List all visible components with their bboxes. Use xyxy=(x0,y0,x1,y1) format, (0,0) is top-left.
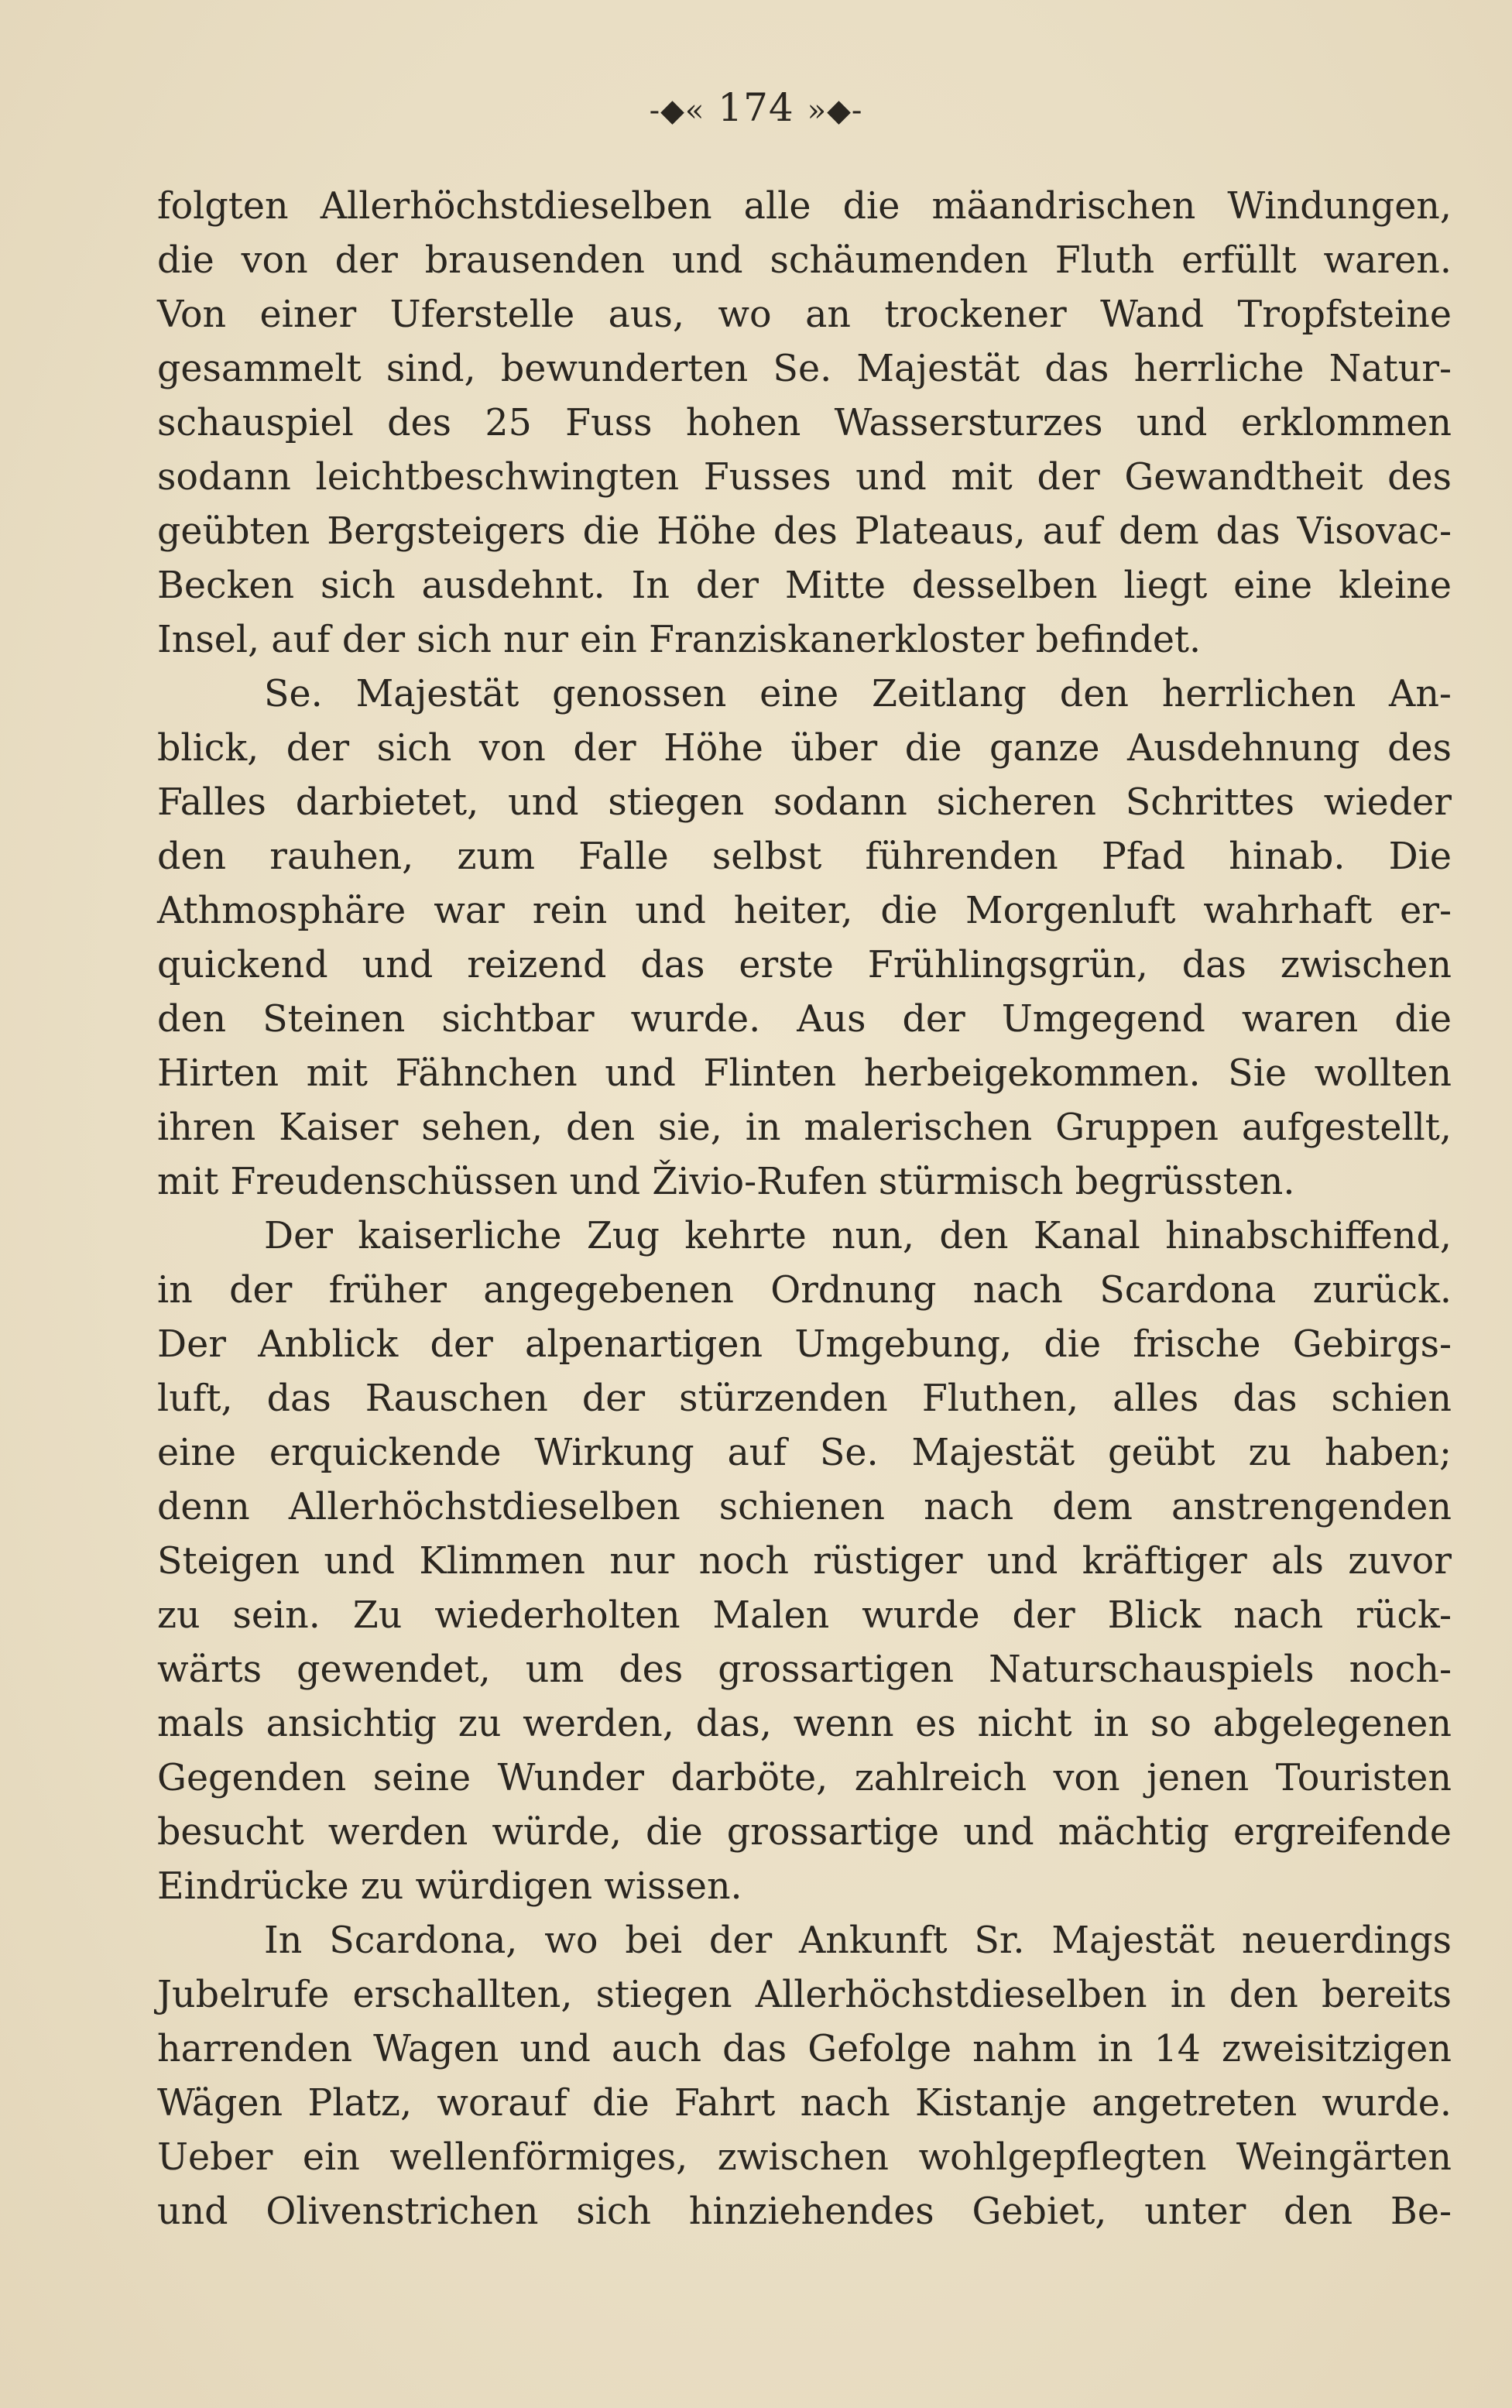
page-header xyxy=(0,81,1512,138)
text-line: Der kaiserliche Zug kehrte nun, den Kanal hinabschiffend, xyxy=(264,1215,1452,1257)
text-line: besucht werden würde, die grossartige und mächtig ergreifende xyxy=(157,1811,1452,1854)
text-line: schauspiel des 25 Fuss hohen Wassersturzes und erklommen xyxy=(157,402,1452,444)
text-line: wärts gewendet, um des grossartigen Naturschauspiels noch- xyxy=(157,1648,1452,1691)
text-line: Insel, auf der sich nur ein Franziskanerkloster befindet. xyxy=(157,619,1202,661)
page-number: 174 xyxy=(718,85,794,130)
text-line: Athmosphäre war rein und heiter, die Morgenluft wahrhaft er- xyxy=(157,890,1452,932)
text-line: Jubelrufe erschallten, stiegen Allerhöchstdieselben in den bereits xyxy=(157,1974,1452,2016)
text-line: harrenden Wagen und auch das Gefolge nahm in 14 zweisitzigen xyxy=(157,2028,1452,2070)
text-line: zu sein. Zu wiederholten Malen wurde der Blick nach rück- xyxy=(157,1594,1452,1637)
text-line: quickend und reizend das erste Frühlingsgrün, das zwischen xyxy=(157,944,1452,986)
text-line: den Steinen sichtbar wurde. Aus der Umgegend waren die xyxy=(157,998,1452,1041)
text-line: Gegenden seine Wunder darböte, zahlreich von jenen Touristen xyxy=(157,1757,1452,1799)
text-line: gesammelt sind, bewunderten Se. Majestät das herrliche Natur- xyxy=(157,348,1452,390)
text-line: Eindrücke zu würdigen wissen. xyxy=(157,1865,742,1908)
text-line: ihren Kaiser sehen, den sie, in malerischen Gruppen aufgestellt, xyxy=(157,1106,1452,1149)
text-line: Von einer Uferstelle aus, wo an trockener Wand Tropfsteine xyxy=(157,293,1452,336)
body-text xyxy=(157,180,1452,2239)
text-line: denn Allerhöchstdieselben schienen nach dem anstrengenden xyxy=(157,1486,1452,1528)
text-line: Steigen und Klimmen nur noch rüstiger und kräftiger als zuvor xyxy=(157,1540,1452,1583)
text-line: Hirten mit Fähnchen und Flinten herbeigekommen. Sie wollten xyxy=(157,1052,1452,1095)
text-line: Becken sich ausdehnt. In der Mitte desselben liegt eine kleine xyxy=(157,564,1452,607)
text-line: die von der brausenden und schäumenden Fluth erfüllt waren. xyxy=(157,239,1452,282)
text-line: In Scardona, wo bei der Ankunft Sr. Majestät neuerdings xyxy=(264,1919,1452,1962)
text-line: in der früher angegebenen Ordnung nach Scardona zurück. xyxy=(157,1269,1452,1312)
text-line: eine erquickende Wirkung auf Se. Majestät geübt zu haben; xyxy=(157,1432,1452,1474)
text-line: luft, das Rauschen der stürzenden Fluthen, alles das schien xyxy=(157,1377,1452,1420)
text-line: mals ansichtig zu werden, das, wenn es nicht in so abgelegenen xyxy=(157,1703,1452,1745)
text-line: folgten Allerhöchstdieselben alle die mäandrischen Windungen, xyxy=(157,185,1452,228)
text-line: Se. Majestät genossen eine Zeitlang den herrlichen An- xyxy=(264,673,1452,715)
text-line: mit Freudenschüssen und Živio-Rufen stürmisch begrüssten. xyxy=(157,1161,1295,1203)
text-line: den rauhen, zum Falle selbst führenden Pfad hinab. Die xyxy=(157,835,1452,878)
ornament-right-icon: »◆- xyxy=(807,93,863,129)
text-line: Der Anblick der alpenartigen Umgebung, die frische Gebirgs- xyxy=(157,1323,1452,1366)
ornament-left-icon: -◆« xyxy=(649,93,705,129)
text-line: sodann leichtbeschwingten Fusses und mit der Gewandtheit des xyxy=(157,456,1452,499)
text-line: blick, der sich von der Höhe über die ganze Ausdehnung des xyxy=(157,727,1452,770)
text-line: Ueber ein wellenförmiges, zwischen wohlgepflegten Weingärten xyxy=(157,2136,1452,2179)
text-line: Falles darbietet, und stiegen sodann sicheren Schrittes wieder xyxy=(157,781,1452,824)
text-line: Wägen Platz, worauf die Fahrt nach Kistanje angetreten wurde. xyxy=(157,2082,1452,2125)
text-line: geübten Bergsteigers die Höhe des Plateaus, auf dem das Visovac- xyxy=(157,510,1452,553)
text-line: und Olivenstrichen sich hinziehendes Gebiet, unter den Be- xyxy=(157,2190,1452,2233)
